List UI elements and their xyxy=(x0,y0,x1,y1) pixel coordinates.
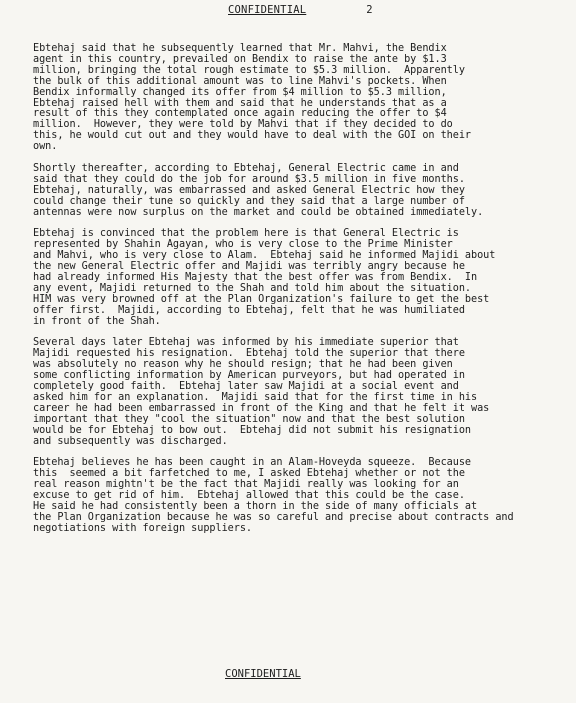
text-line: was absolutely no reason why he should resign; that he had been given xyxy=(33,359,453,371)
text-line: could change their tune so quickly and they said that a large number of xyxy=(33,195,465,207)
page-number: 2 xyxy=(366,4,373,16)
text-line: agent in this country, prevailed on Bendix to raise the ante by $1.3 xyxy=(33,53,447,65)
text-line: completely good faith. Ebtehaj later saw Majidi at a social event and xyxy=(33,381,459,393)
text-line: asked him for an explanation. Majidi said that for the first time in his xyxy=(33,391,478,403)
text-line: Ebtehaj is convinced that the problem here is that General Electric is xyxy=(33,228,459,240)
text-line: Ebtehaj raised hell with them and said that he understands that as a xyxy=(33,97,447,109)
text-line: excuse to get rid of him. Ebtehaj allowed that this could be the case. xyxy=(33,490,465,502)
text-line: He said he had consistently been a thorn in the side of many officials at xyxy=(33,501,478,512)
text-line: own. xyxy=(33,141,58,153)
text-line: Ebtehaj, naturally, was embarrassed and asked General Electric how they xyxy=(33,184,465,196)
text-line: result of this they contemplated once again reducing the offer to $4 xyxy=(33,108,447,120)
text-line: negotiations with foreign suppliers. xyxy=(33,522,253,534)
text-line: would be for Ebtehaj to bow out. Ebtehaj did not submit his resignation xyxy=(33,424,472,436)
text-line: the new General Electric offer and Majidi was terribly angry because he xyxy=(33,261,465,273)
text-line: real reason mightn't be the fact that Majidi really was looking for an xyxy=(33,479,459,491)
document-body xyxy=(33,44,573,546)
text-line: Several days later Ebtehaj was informed by his immediate superior that xyxy=(33,337,459,349)
paragraph-2 xyxy=(33,164,573,219)
text-line: Majidi requested his resignation. Ebtehaj told the superior that there xyxy=(33,348,465,360)
text-line: important that they "cool the situation" now and that the best solution xyxy=(33,413,465,425)
text-line: some conflicting information by American purveyors, but had operated in xyxy=(33,370,465,382)
text-line: offer first. Majidi, according to Ebtehaj, felt that he was humiliated xyxy=(33,304,465,316)
text-line: million. However, they were told by Mahvi that if they decided to do xyxy=(33,119,453,131)
paragraph-5 xyxy=(33,458,573,534)
paragraph-3 xyxy=(33,229,573,327)
text-line: HIM was very browned off at the Plan Organization's failure to get the best xyxy=(33,293,490,305)
text-line: and Mahvi, who is very close to Alam. Ebtehaj said he informed Majidi about xyxy=(33,250,496,262)
header-classification: CONFIDENTIAL xyxy=(228,4,307,16)
text-line: the Plan Organization because he was so careful and precise about contracts and xyxy=(33,511,514,523)
text-line: this seemed a bit farfetched to me, I asked Ebtehaj whether or not the xyxy=(33,468,465,480)
text-line: any event, Majidi returned to the Shah and told him about the situation. xyxy=(33,282,472,294)
text-line: Shortly thereafter, according to Ebtehaj, General Electric came in and xyxy=(33,162,459,174)
text-line: said that they could do the job for around $3.5 million in five months. xyxy=(33,173,465,185)
text-line: the bulk of this additional amount was to line Mahvi's pockets. When xyxy=(33,75,447,87)
text-line: this, he would cut out and they would have to deal with the GOI on their xyxy=(33,130,472,142)
text-line: in front of the Shah. xyxy=(33,315,161,327)
text-line: antennas were now surplus on the market and could be obtained immediately. xyxy=(33,206,484,218)
paragraph-1 xyxy=(33,44,573,153)
paragraph-4 xyxy=(33,338,573,447)
text-line: career he had been embarrassed in front of the King and that he felt it was xyxy=(33,402,490,414)
text-line: had already informed His Majesty that the best offer was from Bendix. In xyxy=(33,272,478,283)
text-line: Bendix informally changed its offer from $4 million to $5.3 million, xyxy=(33,86,447,98)
text-line: and subsequently was discharged. xyxy=(33,435,228,447)
text-line: represented by Shahin Agayan, who is very close to the Prime Minister xyxy=(33,239,453,251)
text-line: Ebtehaj believes he has been caught in an Alam-Hoveyda squeeze. Because xyxy=(33,457,472,469)
page-header xyxy=(228,4,373,16)
page-footer: CONFIDENTIAL xyxy=(225,668,301,680)
text-line: million, bringing the total rough estimate to $5.3 million. Apparently xyxy=(33,64,465,76)
text-line: Ebtehaj said that he subsequently learned that Mr. Mahvi, the Bendix xyxy=(33,43,447,54)
